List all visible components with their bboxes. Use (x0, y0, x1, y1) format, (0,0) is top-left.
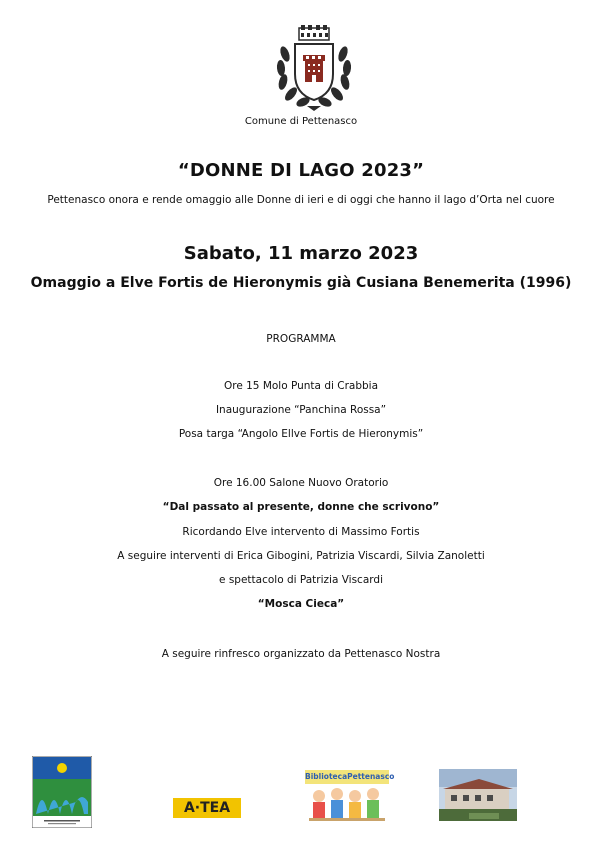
children-illustration-icon (305, 784, 389, 826)
programma-line: Posa targa “Angolo Ellve Fortis de Hieronymis” (178, 428, 424, 440)
programma-line: A seguire interventi di Erica Gibogini, Patrizia Viscardi, Silvia Zanoletti (117, 550, 485, 562)
programma-line: “Mosca Cieca” (257, 598, 345, 610)
biblioteca-pettenasco-logo (305, 768, 395, 826)
comune-label: Comune di Pettenasco (244, 116, 358, 127)
pettenasco-nostra-logo (32, 756, 92, 828)
event-title: “DONNE DI LAGO 2023” (177, 160, 425, 181)
event-subtitle: Pettenasco onora e rende omaggio alle Donne di ieri e di oggi che hanno il lago d’Orta nel cuore (47, 194, 555, 206)
event-date: Sabato, 11 marzo 2023 (183, 243, 419, 264)
atea-logo: A·TEA (173, 798, 241, 818)
programma-heading: PROGRAMMA (266, 333, 336, 345)
programma-line: Inaugurazione “Panchina Rossa” (215, 404, 387, 416)
programma-line: e spettacolo di Patrizia Viscardi (219, 574, 383, 586)
building-photo (439, 769, 517, 821)
biblioteca-label: BibliotecaPettenasco (305, 770, 389, 784)
programma-line: Ore 16.00 Salone Nuovo Oratorio (213, 477, 389, 489)
event-omaggio: Omaggio a Elve Fortis de Hieronymis già Cusiana Benemerita (1996) (30, 275, 572, 291)
programma-line: Ore 15 Molo Punta di Crabbia (223, 380, 379, 392)
programma-line: “Dal passato al presente, donne che scrivono” (162, 501, 440, 513)
programma-line: Ricordando Elve intervento di Massimo Fortis (182, 526, 420, 538)
comune-crest-logo (271, 24, 357, 112)
rinfresco-line: A seguire rinfresco organizzato da Pettenasco Nostra (161, 648, 441, 660)
